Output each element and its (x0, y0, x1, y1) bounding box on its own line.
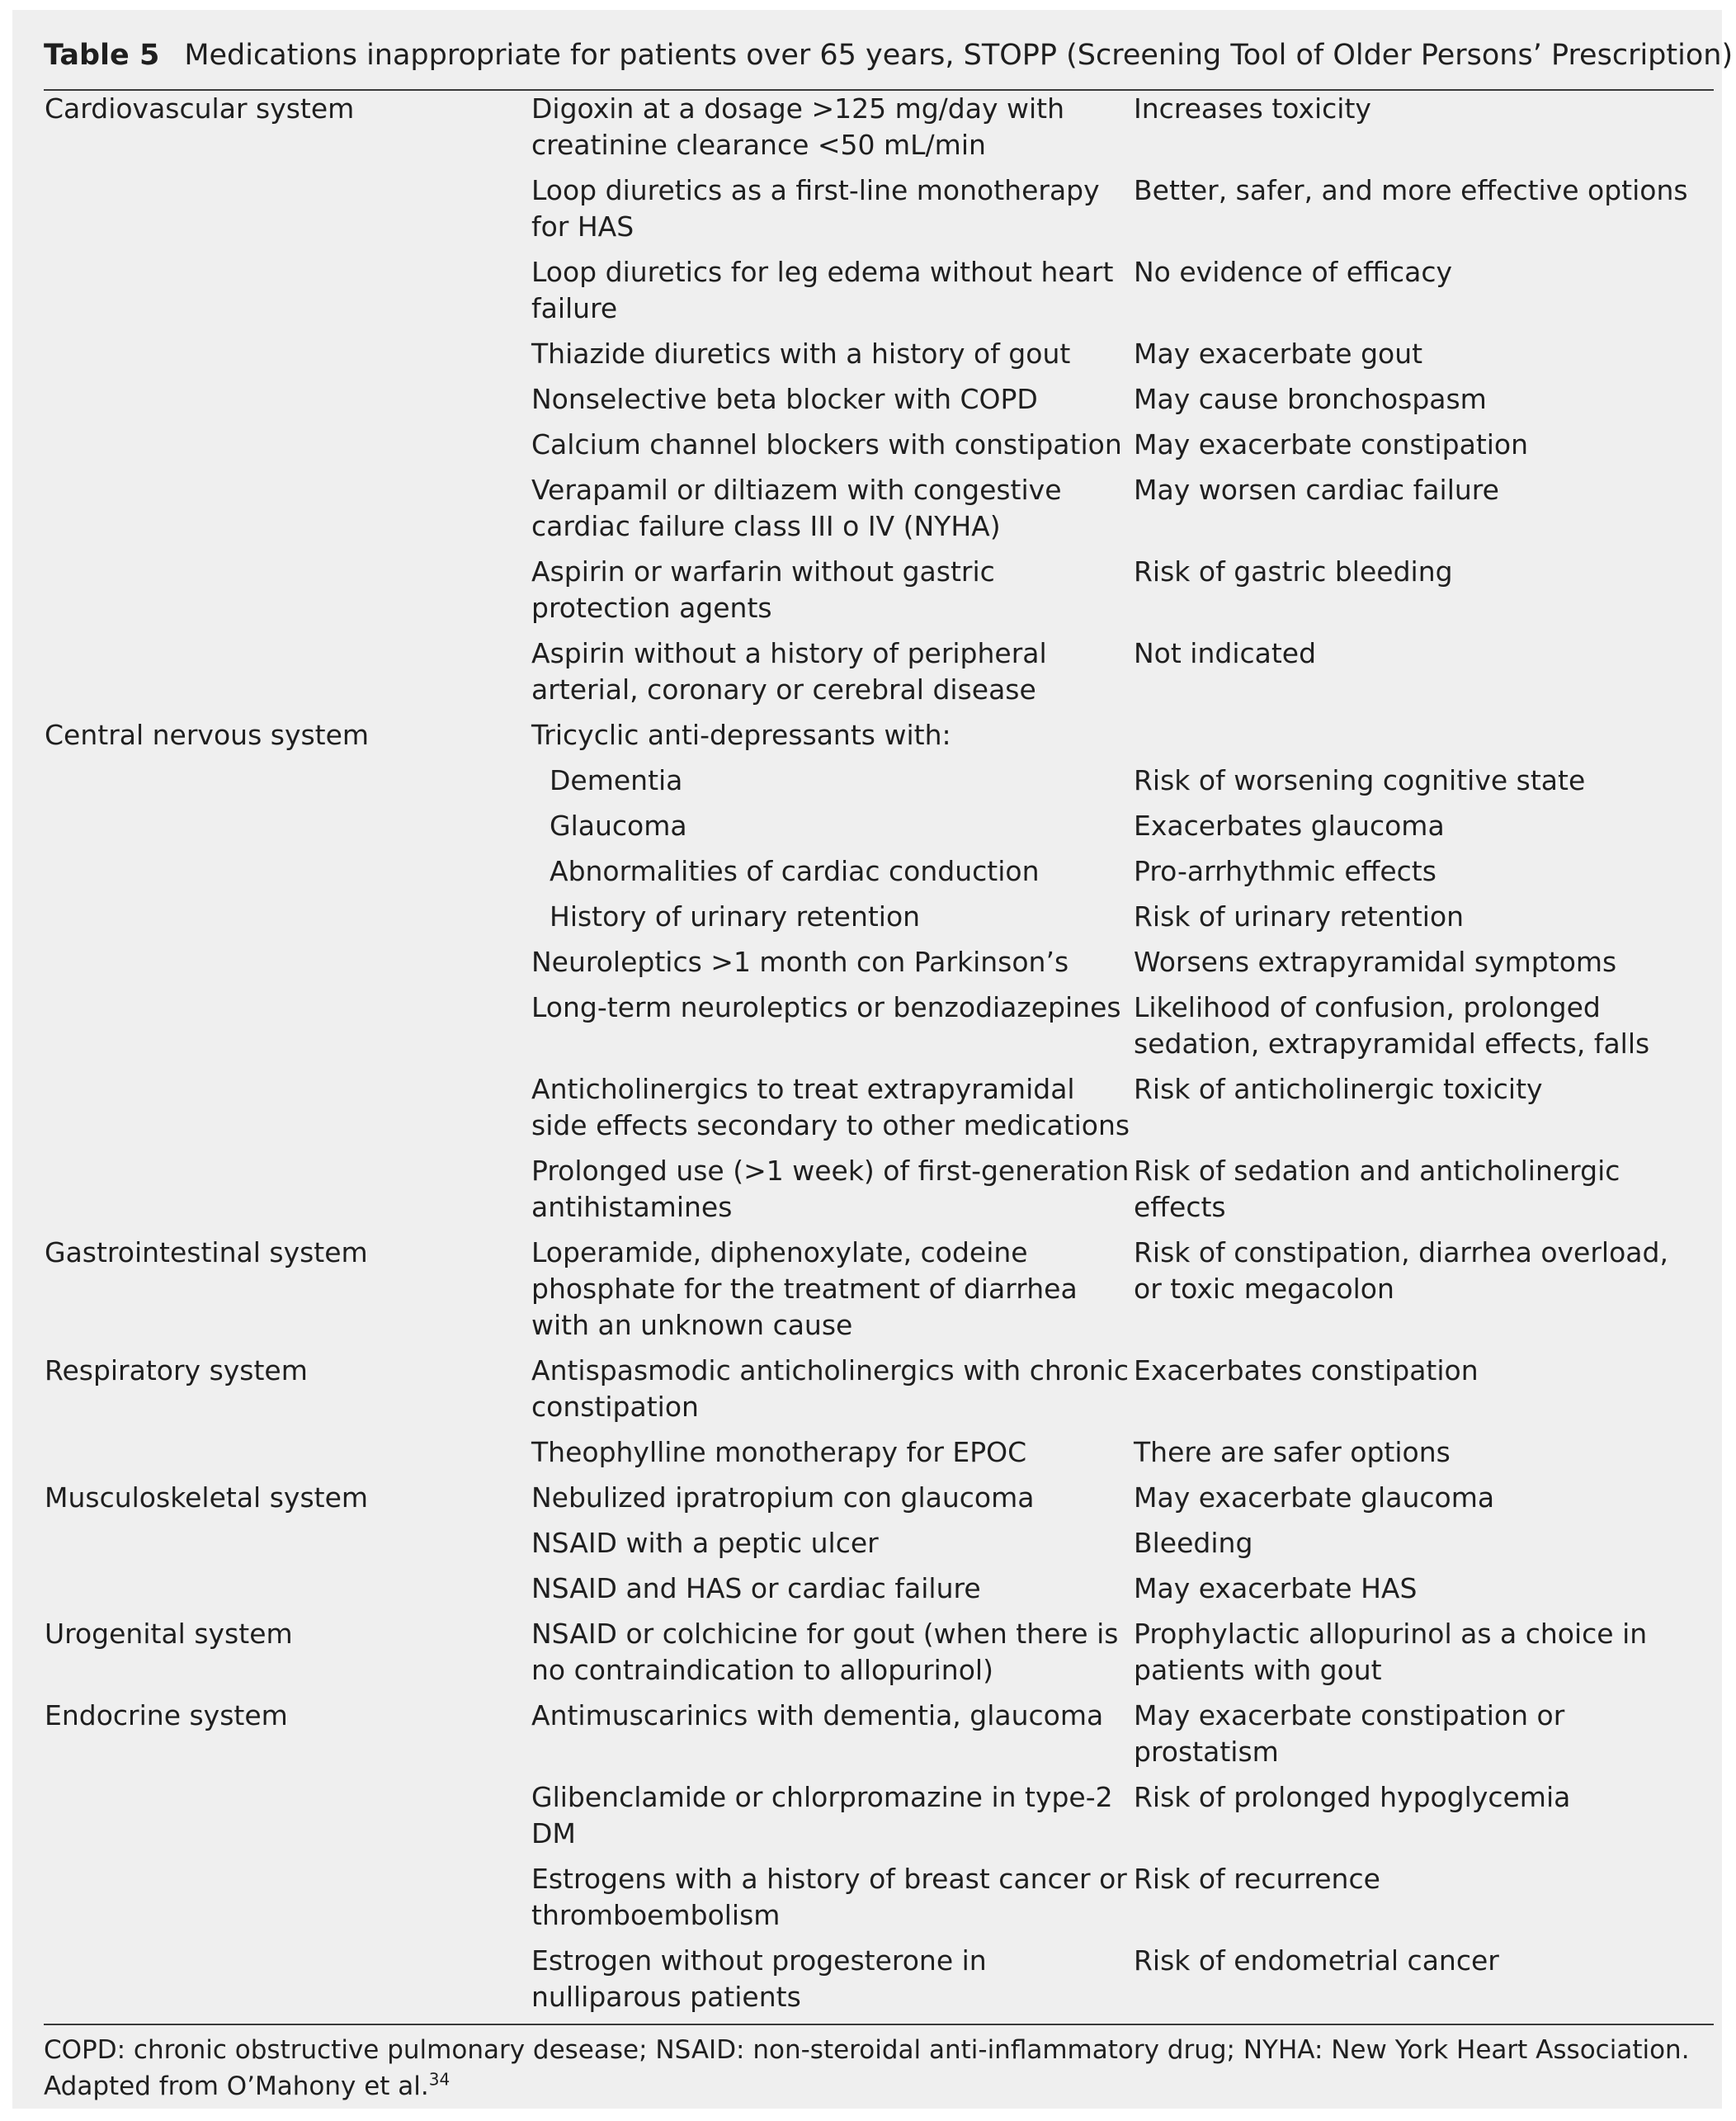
table-row (45, 1861, 1695, 1943)
table-row (45, 899, 1695, 944)
medication-cell: Glaucoma (550, 810, 687, 842)
medication-cell: Anticholinergics to treat extrapyramidal side effects secondary to other medications (531, 1073, 1130, 1141)
medication-cell: Antispasmodic anticholinergics with chronic constipation (531, 1354, 1130, 1423)
medication-cell: NSAID and HAS or cardiac failure (531, 1572, 981, 1604)
medication-cell: Digoxin at a dosage >125 mg/day with creatinine clearance <50 mL/min (531, 92, 1064, 161)
system-cell: Endocrine system (45, 1699, 288, 1731)
medication-cell: Verapamil or diltiazem with congestive cardiac failure class III o IV (NYHA) (531, 474, 1062, 542)
table-row (45, 1571, 1695, 1616)
table-row (45, 944, 1695, 990)
footnote-source-line (44, 2068, 1710, 2104)
effect-cell: May exacerbate constipation (1134, 428, 1529, 461)
table-row (45, 763, 1695, 808)
medication-cell: Prolonged use (>1 week) of first-generation antihistamines (531, 1155, 1130, 1223)
medication-cell: History of urinary retention (550, 900, 921, 933)
table-row (45, 1235, 1695, 1353)
effect-cell: May cause bronchospasm (1134, 383, 1487, 415)
table-row (45, 1525, 1695, 1571)
table-footnote (44, 2032, 1710, 2104)
effect-cell: Not indicated (1134, 637, 1317, 669)
table-row (45, 717, 1695, 763)
effect-cell: May exacerbate constipation or prostatism (1134, 1699, 1565, 1768)
table-row (45, 254, 1695, 336)
medication-cell: Neuroleptics >1 month con Parkinson’s (531, 946, 1069, 978)
medication-cell: Nebulized ipratropium con glaucoma (531, 1481, 1035, 1514)
table-row (45, 990, 1695, 1071)
table-row (45, 1943, 1695, 2024)
effect-cell: Bleeding (1134, 1527, 1253, 1559)
table-row (45, 172, 1695, 254)
system-cell: Gastrointestinal system (45, 1236, 368, 1268)
effect-cell: Exacerbates glaucoma (1134, 810, 1445, 842)
effect-cell: May exacerbate glaucoma (1134, 1481, 1495, 1514)
effect-cell: Risk of sedation and anticholinergic effects (1134, 1155, 1620, 1223)
table-row (45, 1071, 1695, 1153)
footnote-reference: 34 (428, 2069, 451, 2090)
table-row (45, 1353, 1695, 1434)
table-row (45, 808, 1695, 853)
table-row (45, 472, 1695, 554)
table-row (45, 1153, 1695, 1235)
effect-cell: Risk of recurrence (1134, 1863, 1380, 1895)
medication-cell: Antimuscarinics with dementia, glaucoma (531, 1699, 1104, 1731)
effect-cell: Prophylactic allopurinol as a choice in patients with gout (1134, 1618, 1648, 1686)
system-cell: Musculoskeletal system (45, 1481, 369, 1514)
effect-cell: There are safer options (1134, 1436, 1451, 1468)
table-row (45, 381, 1695, 427)
table-title: Medications inappropriate for patients over 65 years, STOPP (Screening Tool of Older Persons’ Prescription) (184, 39, 1734, 72)
medication-cell: Abnormalities of cardiac conduction (550, 855, 1040, 887)
bottom-rule (44, 2024, 1714, 2025)
medication-cell: NSAID or colchicine for gout (when there is no contraindication to allopurinol) (531, 1618, 1119, 1686)
table-row (45, 1480, 1695, 1525)
effect-cell: Worsens extrapyramidal symptoms (1134, 946, 1617, 978)
medication-cell: Aspirin or warfarin without gastric protection agents (531, 555, 995, 624)
effect-cell: Risk of prolonged hypoglycemia (1134, 1781, 1571, 1813)
effect-cell: Better, safer, and more effective options (1134, 174, 1688, 206)
medication-cell: Theophylline monotherapy for EPOC (531, 1436, 1027, 1468)
medication-cell: Thiazide diuretics with a history of gout (531, 338, 1071, 370)
effect-cell: May exacerbate HAS (1134, 1572, 1418, 1604)
effect-cell: May worsen cardiac failure (1134, 474, 1499, 506)
effect-cell: Increases toxicity (1134, 92, 1371, 125)
table-body (45, 91, 1695, 2024)
medication-cell: Aspirin without a history of peripheral arterial, coronary or cerebral disease (531, 637, 1047, 706)
effect-cell: Risk of anticholinergic toxicity (1134, 1073, 1543, 1105)
footnote-source: Adapted from O’Mahony et al. (44, 2071, 429, 2101)
medication-cell: NSAID with a peptic ulcer (531, 1527, 879, 1559)
effect-cell: Pro-arrhythmic effects (1134, 855, 1436, 887)
effect-cell: May exacerbate gout (1134, 338, 1423, 370)
medication-cell: Estrogen without progesterone in nulliparous patients (531, 1944, 987, 2013)
medication-cell: Estrogens with a history of breast cancer or thromboembolism (531, 1863, 1127, 1931)
system-cell: Cardiovascular system (45, 92, 355, 125)
footnote-abbreviations: COPD: chronic obstructive pulmonary desease; NSAID: non-steroidal anti-inflammatory drug; NYHA: New York Heart Association. (44, 2035, 1690, 2065)
table-row (45, 1616, 1695, 1698)
table-label: Table 5 (44, 39, 160, 72)
effect-cell: Risk of worsening cognitive state (1134, 764, 1586, 796)
table-row (45, 1434, 1695, 1480)
effect-cell: Risk of gastric bleeding (1134, 555, 1453, 588)
effect-cell: Risk of urinary retention (1134, 900, 1465, 933)
table-row (45, 1779, 1695, 1861)
effect-cell: Exacerbates constipation (1134, 1354, 1479, 1386)
medication-cell: Glibenclamide or chlorpromazine in type-2 DM (531, 1781, 1113, 1849)
medication-cell: Long-term neuroleptics or benzodiazepines (531, 991, 1121, 1023)
table-row (45, 635, 1695, 717)
table-row (45, 853, 1695, 899)
system-cell: Respiratory system (45, 1354, 308, 1386)
medication-cell: Calcium channel blockers with constipation (531, 428, 1122, 461)
medication-cell: Loperamide, diphenoxylate, codeine phosphate for the treatment of diarrhea with an unknown cause (531, 1236, 1078, 1341)
table-caption (44, 35, 1733, 75)
effect-cell: Risk of endometrial cancer (1134, 1944, 1499, 1977)
table-row (45, 336, 1695, 381)
system-cell: Urogenital system (45, 1618, 293, 1650)
table-row (45, 427, 1695, 472)
medication-cell: Loop diuretics for leg edema without heart failure (531, 256, 1114, 324)
table-row (45, 554, 1695, 635)
medication-cell: Dementia (550, 764, 683, 796)
table-row (45, 1698, 1695, 1779)
medication-cell: Nonselective beta blocker with COPD (531, 383, 1038, 415)
medication-cell: Tricyclic anti-depressants with: (531, 719, 951, 751)
effect-cell: No evidence of efficacy (1134, 256, 1453, 288)
effect-cell: Likelihood of confusion, prolonged sedation, extrapyramidal effects, falls (1134, 991, 1650, 1060)
effect-cell: Risk of constipation, diarrhea overload, or toxic megacolon (1134, 1236, 1668, 1305)
table-row (45, 91, 1695, 172)
medication-cell: Loop diuretics as a first-line monotherapy for HAS (531, 174, 1100, 243)
system-cell: Central nervous system (45, 719, 370, 751)
